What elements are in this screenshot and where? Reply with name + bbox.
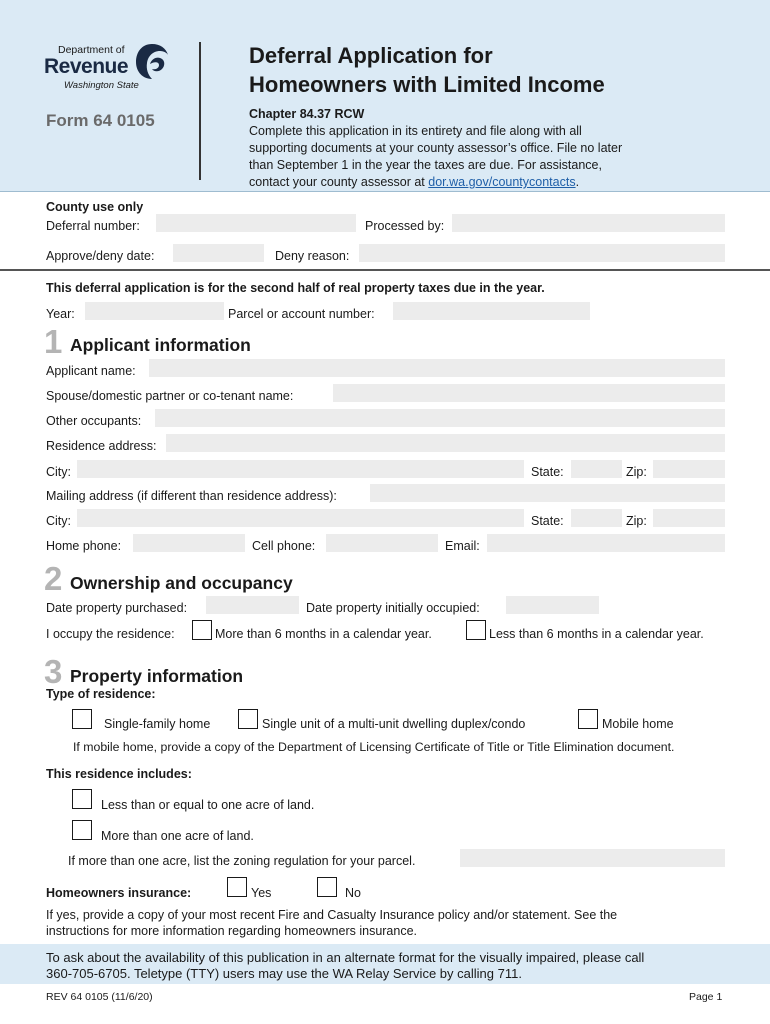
type-of-residence-heading: Type of residence: [46,687,156,701]
multi-unit-label: Single unit of a multi-unit dwelling duplex/condo [262,717,526,731]
accessibility-line1: To ask about the availability of this publication in an alternate format for the visually impaired, please call [46,950,645,965]
mailing-address-label: Mailing address (if different than residence address): [46,489,337,503]
less-than-6-months-checkbox[interactable] [466,620,486,640]
processed-by-field[interactable] [452,214,725,232]
instructions-line1: Complete this application in its entirety and file along with all [249,124,582,138]
approve-deny-field[interactable] [173,244,264,262]
more-acre-label: More than one acre of land. [101,829,254,843]
approve-deny-label: Approve/deny date: [46,249,155,263]
insurance-yes-label: Yes [251,886,272,900]
county-use-heading: County use only [46,200,144,214]
spouse-field[interactable] [333,384,725,402]
single-family-label: Single-family home [104,717,211,731]
single-family-checkbox[interactable] [72,709,92,729]
deferral-number-label: Deferral number: [46,219,140,233]
dor-logo [44,42,174,94]
residence-city-label: City: [46,465,71,479]
less-equal-acre-label: Less than or equal to one acre of land. [101,798,315,812]
date-occupied-label: Date property initially occupied: [306,601,480,615]
county-divider [0,269,770,271]
spouse-label: Spouse/domestic partner or co-tenant name: [46,389,294,403]
accessibility-line2: 360-705-6705. Teletype (TTY) users may use the WA Relay Service by calling 711. [46,966,522,981]
deny-reason-field[interactable] [359,244,725,262]
residence-state-label: State: [531,465,564,479]
home-phone-label: Home phone: [46,539,122,553]
form-title-line2: Homeowners with Limited Income [249,72,605,97]
processed-by-label: Processed by: [365,219,445,233]
section1-number: 1 [44,323,63,360]
home-phone-field[interactable] [133,534,245,552]
mailing-zip-label: Zip: [626,514,647,528]
other-occupants-label: Other occupants: [46,414,142,428]
residence-includes-heading: This residence includes: [46,767,192,781]
mailing-zip-field[interactable] [653,509,725,527]
residence-zip-field[interactable] [653,460,725,478]
date-purchased-field[interactable] [206,596,299,614]
year-label: Year: [46,307,75,321]
deferral-statement: This deferral application is for the second half of real property taxes due in the year. [46,281,545,295]
header-divider [199,42,201,180]
mailing-address-field[interactable] [370,484,725,502]
mailing-city-label: City: [46,514,71,528]
deny-reason-label: Deny reason: [275,249,350,263]
instructions-line4-prefix: contact your county assessor at [249,175,429,189]
rev-number: REV 64 0105 (11/6/20) [46,991,153,1003]
mailing-city-field[interactable] [77,509,524,527]
section1-title: Applicant information [70,335,251,355]
county-contacts-link[interactable]: dor.wa.gov/countycontacts [428,175,576,189]
more-than-6-months-checkbox[interactable] [192,620,212,640]
mobile-home-checkbox[interactable] [578,709,598,729]
instructions-line4 [249,175,579,189]
section2-number: 2 [44,560,63,597]
residence-zip-label: Zip: [626,465,647,479]
logo-line2: Revenue [44,55,129,78]
page-number: Page 1 [689,991,723,1003]
insurance-no-checkbox[interactable] [317,877,337,897]
insurance-note-line2: instructions for more information regarding homeowners insurance. [46,924,418,938]
instructions-line4-suffix: . [575,175,580,189]
mailing-state-label: State: [531,514,564,528]
applicant-name-label: Applicant name: [46,364,136,378]
applicant-name-field[interactable] [149,359,725,377]
zoning-field[interactable] [460,849,725,867]
date-purchased-label: Date property purchased: [46,601,188,615]
parcel-label: Parcel or account number: [228,307,375,321]
residence-address-label: Residence address: [46,439,157,453]
parcel-field[interactable] [393,302,590,320]
cell-phone-label: Cell phone: [252,539,316,553]
instructions-line2: supporting documents at your county assessor’s office. File no later [249,141,623,155]
section3-title: Property information [70,666,244,686]
section3-number: 3 [44,653,63,690]
email-field[interactable] [487,534,725,552]
insurance-no-label: No [345,886,361,900]
instructions-line3: than September 1 in the year the taxes are due. For assistance, [249,158,602,172]
insurance-note-line1: If yes, provide a copy of your most recent Fire and Casualty Insurance policy and/or statement. See the [46,908,618,922]
multi-unit-checkbox[interactable] [238,709,258,729]
deferral-number-field[interactable] [156,214,356,232]
section2-title: Ownership and occupancy [70,573,293,593]
year-field[interactable] [85,302,224,320]
other-occupants-field[interactable] [155,409,725,427]
more-than-6-months-label: More than 6 months in a calendar year. [215,627,432,641]
date-occupied-field[interactable] [506,596,599,614]
mailing-state-field[interactable] [571,509,622,527]
residence-state-field[interactable] [571,460,622,478]
insurance-yes-checkbox[interactable] [227,877,247,897]
less-than-6-months-label: Less than 6 months in a calendar year. [489,627,704,641]
email-label: Email: [445,539,480,553]
less-equal-acre-checkbox[interactable] [72,789,92,809]
chapter-reference: Chapter 84.37 RCW [249,107,365,121]
mobile-home-note: If mobile home, provide a copy of the Department of Licensing Certificate of Title or Title Elimination document. [73,740,675,754]
form-number: Form 64 0105 [46,111,155,130]
insurance-label: Homeowners insurance: [46,886,192,900]
residence-address-field[interactable] [166,434,725,452]
more-acre-checkbox[interactable] [72,820,92,840]
logo-line3: Washington State [64,80,139,91]
zoning-label: If more than one acre, list the zoning regulation for your parcel. [68,854,416,868]
residence-city-field[interactable] [77,460,524,478]
logo-line1: Department of [58,44,125,56]
form-title-line1: Deferral Application for [249,43,493,68]
cell-phone-field[interactable] [326,534,438,552]
occupy-label: I occupy the residence: [46,627,175,641]
logo-swirl-icon [134,42,170,82]
mobile-home-label: Mobile home [602,717,674,731]
